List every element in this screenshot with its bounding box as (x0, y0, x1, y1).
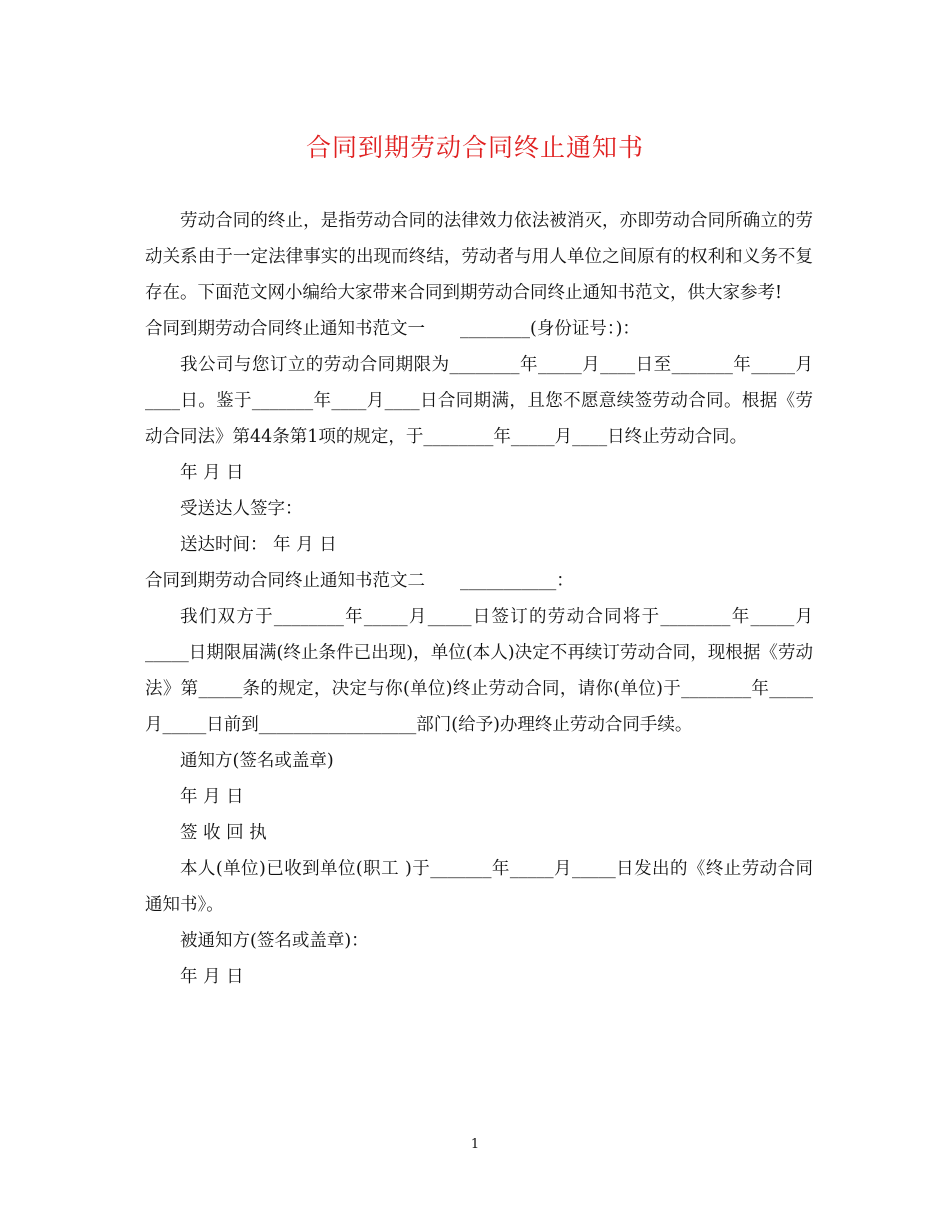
sample-two-body: 我们双方于________年_____月_____日签订的劳动合同将于________年_____月_____日期限届满(终止条件已出现)，单位(本人)决定不再续订劳动合同，现根据《劳动法》第_____条的规定，决定与你(单位)终止劳动合同，请你(单位)于________年_____月_____日前到__________________部门(给予)办理终止劳动合同手续。 (145, 607, 813, 735)
receipt-heading: 签 收 回 执 (180, 823, 267, 843)
page-number: 1 (470, 1137, 480, 1152)
sample-two-date-line: 年 月 日 (180, 787, 244, 807)
notifier-signature-line: 通知方(签名或盖章) (180, 751, 334, 771)
sample-two-heading: 合同到期劳动合同终止通知书范文二 ___________： (145, 571, 574, 591)
intro-paragraph: 劳动合同的终止，是指劳动合同的法律效力依法被消灭，亦即劳动合同所确立的劳动关系由于一定法律事实的出现而终结，劳动者与用人单位之间原有的权利和义务不复存在。下面范文网小编给大家带来合同到期劳动合同终止通知书范文，供大家参考! (145, 211, 813, 303)
delivery-time-line: 送达时间： 年 月 日 (180, 535, 337, 555)
recipient-signature-line: 受送达人签字： (180, 499, 303, 519)
receipt-body: 本人(单位)已收到单位(职工 )于_______年_____月_____日发出的《终止劳动合同通知书》。 (145, 859, 813, 915)
notified-signature-line: 被通知方(签名或盖章)： (180, 931, 369, 951)
document-body (145, 203, 813, 995)
sample-one-heading: 合同到期劳动合同终止通知书范文一 ________(身份证号：)： (145, 319, 640, 339)
document-title: 合同到期劳动合同终止通知书 (305, 133, 644, 162)
sample-one-date-line: 年 月 日 (180, 463, 244, 483)
receipt-date-line: 年 月 日 (180, 967, 244, 987)
sample-one-body: 我公司与您订立的劳动合同期限为________年_____月____日至_______年_____月____日。鉴于_______年____月____日合同期满，且您不愿意续签劳动合同。根据《劳动合同法》第44条第1项的规定，于________年_____月____日终止劳动合同。 (145, 355, 813, 447)
